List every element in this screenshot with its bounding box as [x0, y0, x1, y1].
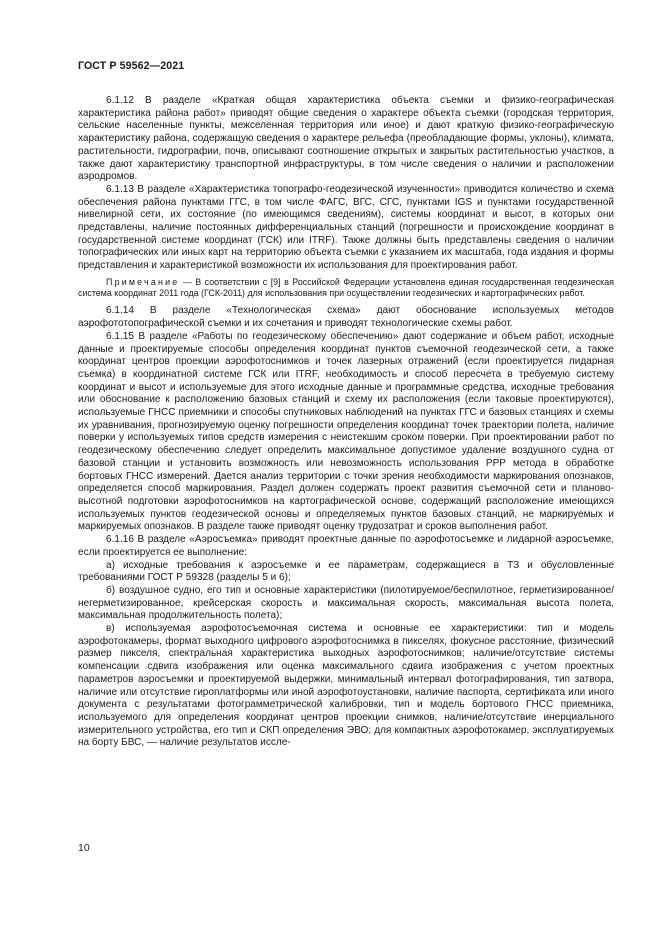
note-label: Примечание — [106, 276, 180, 287]
paragraph-6-1-15: 6.1.15 В разделе «Работы по геодезическому обеспечению» дают содержание и объем работ, исходные данные и проектируемые способы определения координат пунктов съемочной геодезической сети, а также координат центров проекции аэрофотоснимков и точек лазерных отражений (если проектируется лидарная съемка) в координатной системе ГСК или ITRF, необходимость и способ пересчета в требуемую систему координат и высот и используемые для этого исходные данные и программные средства, исходные требования или обоснование к расположению базовых станций и схему их расположения (если таковые проектируются), используемые ГНСС приемники и способы спутниковых наблюдений на пунктах ГГС и базовых станциях и схемы их уравнивания, прогнозируемую оценку погрешности определения координат точек траектории полета, наличие поверки у используемых типов средств измерения с неистекшим сроком поверки. При проектировании работ по геодезическому обеспечению следует определить максимальное допустимое удаление воздушного судна от базовой станции и установить возможность или невозможность использования PPP метода в обработке бортовых ГНСС измерений. Дается анализ территории с точки зрения необходимости маркирования опознаков, определяется способ маркирования. Раздел должен содержать проект развития съемочной сети и планово-высотной подготовки аэрофотоснимков на картографической основе, содержащий расположение имеющихся используемых пунктов геодезической основы и определяемых пунктов базовых станций, не маркируемых и маркируемых опознаков. В разделе также приводят оценку трудозатрат и сроков выполнения работ. — [78, 330, 614, 533]
note — [78, 277, 614, 300]
document-header: ГОСТ Р 59562—2021 — [78, 60, 185, 72]
list-item-v: в) используемая аэрофотосъемочная система и основные ее характеристики: тип и модель аэрофотокамеры, формат выходного цифрового аэрофотоснимка в пикселях, фокусное расстояние, физический размер пикселя, спектральная характеристика выходных аэрофотоснимков; наличие/отсутствие системы компенсации сдвига изображения или оценка максимального сдвига изображения с учетом проектных параметров аэросъемки и проектируемой выдержки, минимальный интервал фотографирования, тип затвора, наличие или отсутствие гироплатформы или иной аэрофотоустановки, наличие паспорта, сертификата или иного документа с результатами фотограмметрической калибровки, тип и модель бортового ГНСС приемника, используемого для определения координат центров проекции снимков, наличие/отсутствие инерциального измерительного устройства, его тип и СКП определения ЭВО; для компактных аэрофотокамер, эксплуатируемых на борту БВС, — наличие результатов иссле- — [78, 623, 614, 749]
note-text: — В соответствии с [9] в Российской Федерации установлена единая государственная геодезическая система координат 2011 года (ГСК-2011) для использования при осуществлении геодезических и картографических работ. — [78, 276, 614, 299]
paragraph-6-1-16: 6.1.16 В разделе «Аэросъемка» приводят проектные данные по аэрофотосъемке и лидарной аэросъемке, если проектируется ее выполнение: — [78, 534, 614, 558]
list-item-a: а) исходные требования к аэросъемке и ее параметрам, содержащиеся в ТЗ и обусловленные требованиями ГОСТ Р 59328 (разделы 5 и 6); — [78, 559, 614, 584]
paragraph-6-1-14: 6.1.14 В разделе «Технологическая схема» дают обоснование используемых методов аэрофототопографической съемки и их сочетания и приводят технологические схемы работ. — [78, 305, 614, 330]
list-item-b: б) воздушное судно, его тип и основные характеристики (пилотируемое/беспилотное, герметизированное/негерметизированное, крейсерская скорость и максимальная скорость, максимальная высота полета, максимальная продолжительность полета); — [78, 584, 614, 622]
paragraph-6-1-13: 6.1.13 В разделе «Характеристика топографо-геодезической изученности» приводится количество и схема обеспечения района пунктами ГГС, в том числе ФАГС, ВГС, СГС, пунктами IGS и пунктами государственной нивелирной сети, их состояние (по имеющимся сведениям), системы координат и высот, в которых они представлены, наличие постоянных дифференциальных станций (погрешности и происхождение координат в государственной системе координат (ГСК) или ITRF). Также должны быть представлены сведения о наличии топографических или иных карт на территорию объекта съемки с указанием их масштаба, года издания и формы представления и характеристикой возможности их использования для проектирования работ. — [78, 183, 614, 272]
paragraph-6-1-12: 6.1.12 В разделе «Краткая общая характеристика объекта съемки и физико-географическая характеристика района работ» приводят общие сведения о характере объекта съемки (городская территория, сельские населенные пункты, межселенная территория или иное) и дают краткую физико-географическую характеристику района, содержащую сведения о характере рельефа (преобладающие формы, уклоны), климата, растительности, гидрографии, почв, описывают соотношение открытых и закрытых растительностью участков, а также дают характеристику транспортной инфраструктуры, в том числе сведения о наличии и расположении аэродромов. — [78, 95, 614, 183]
page-number: 10 — [78, 842, 90, 854]
document-body — [78, 95, 614, 750]
